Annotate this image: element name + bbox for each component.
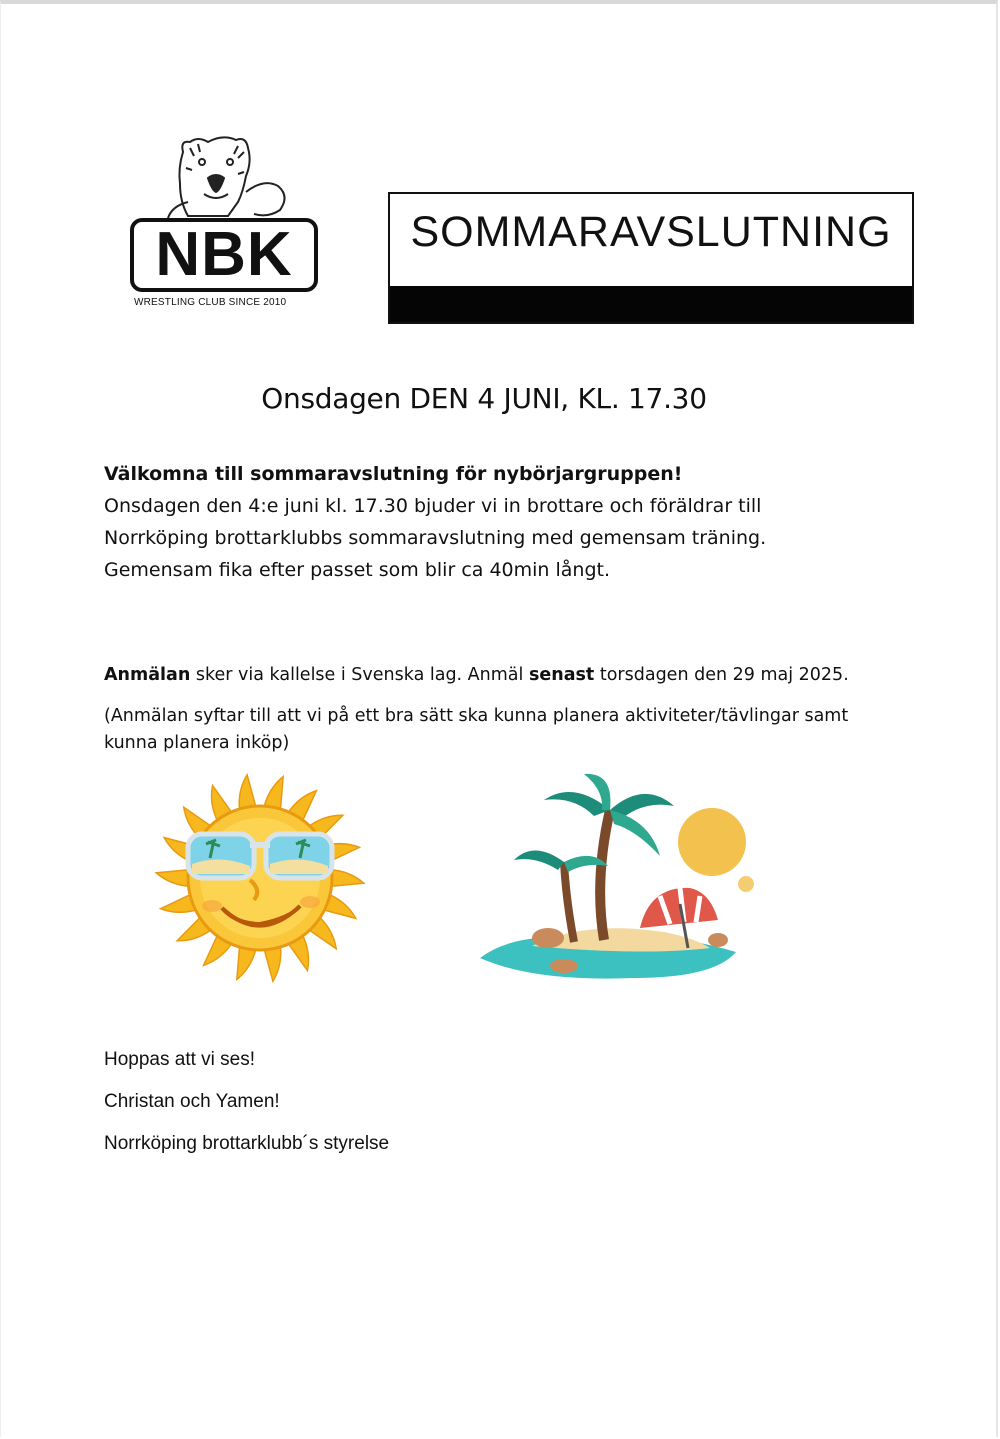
sun-ray: [329, 870, 363, 887]
signup-paragraph: [104, 659, 849, 691]
sun-sunglasses-icon: [150, 768, 370, 988]
banner-title: SOMMARAVSLUTNING: [410, 208, 892, 256]
signup-bold-anmalan: Anmälan: [104, 665, 191, 685]
logo-tagline: WRESTLING CLUB SINCE 2010: [134, 297, 287, 308]
palm-island-icon: [474, 770, 764, 992]
intro-line: Gemensam fika efter passet som blir ca 40min långt.: [104, 559, 611, 581]
title-banner: [388, 192, 914, 324]
intro-paragraph: [104, 458, 766, 586]
signup-bold-senast: senast: [528, 665, 595, 685]
logo-letters: NBK: [155, 220, 293, 289]
closing-line-3: Norrköping brottarklubb´s styrelse: [104, 1133, 390, 1154]
signup-text: sker via kallelse i Svenska lag. Anmäl: [190, 665, 529, 685]
closing-line-2: Christan och Yamen!: [104, 1091, 280, 1112]
closing-block: [104, 1039, 389, 1165]
signup-text-date: torsdagen den 29 maj 2025.: [594, 665, 849, 685]
intro-headline: Välkomna till sommaravslutning för nybörjargruppen!: [104, 463, 683, 485]
banner-black-bar: [390, 286, 912, 322]
nbk-logo: [128, 132, 324, 318]
intro-line: Onsdagen den 4:e juni kl. 17.30 bjuder vi in brottare och föräldrar till: [104, 495, 762, 517]
closing-line-1: Hoppas att vi ses!: [104, 1049, 256, 1070]
signup-note: (Anmälan syftar till att vi på ett bra sätt ska kunna planera aktiviteter/tävlingar samt kunna planera inköp): [104, 706, 849, 753]
date-heading: Onsdagen DEN 4 JUNI, KL. 17.30: [261, 382, 707, 415]
logo-frame: [130, 218, 318, 292]
sun-ray: [156, 870, 190, 887]
bear-icon: [128, 132, 324, 222]
intro-line: Norrköping brottarklubbs sommaravslutning med gemensam träning.: [104, 527, 767, 549]
